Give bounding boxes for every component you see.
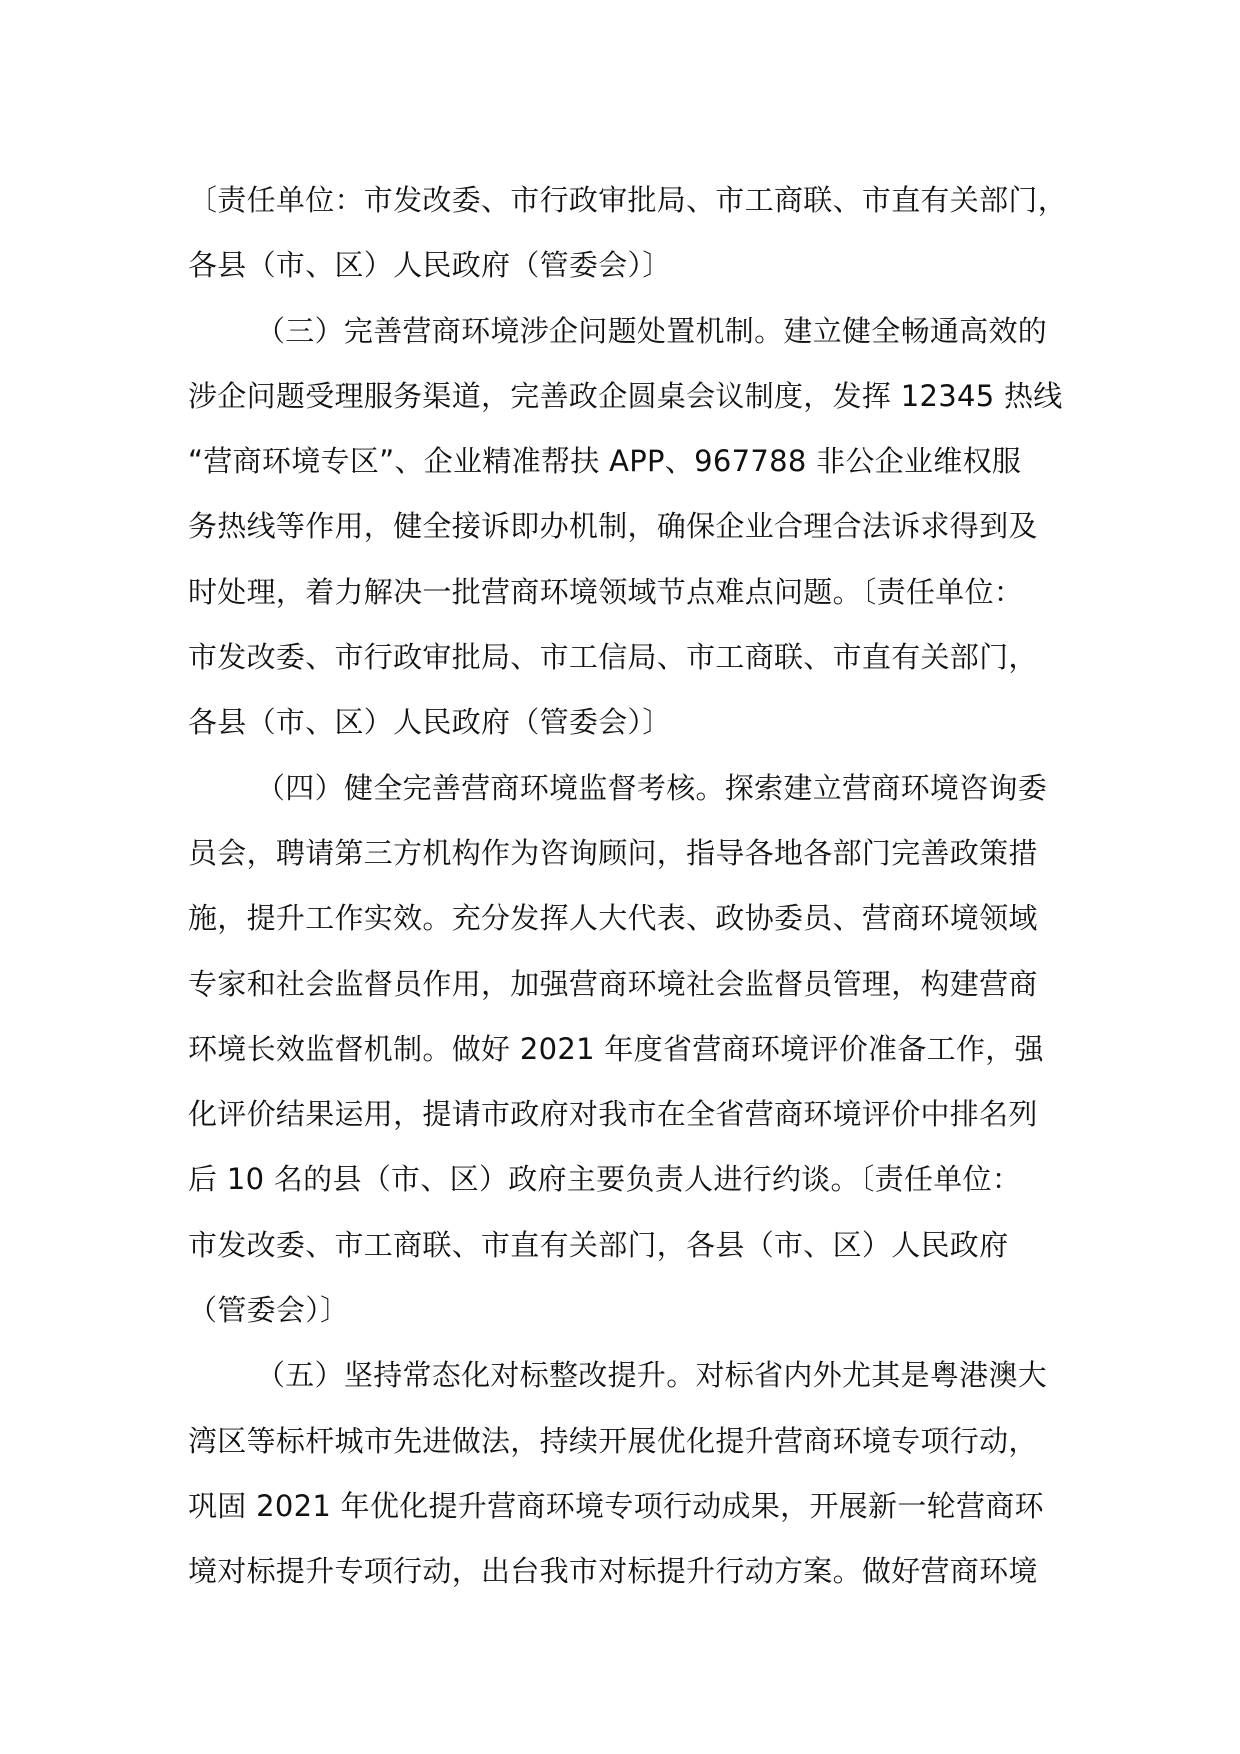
text-line: 务热线等作用，健全接诉即办机制，确保企业合理合法诉求得到及: [188, 509, 1038, 544]
section-heading-line: （五）坚持常态化对标整改提升。对标省内外尤其是粤港澳大: [256, 1358, 1048, 1393]
text-line: 化评价结果运用，提请市政府对我市在全省营商环境评价中排名列: [188, 1097, 1038, 1132]
text-line: 时处理，着力解决一批营商环境领域节点难点问题。〔责任单位：: [188, 574, 1024, 609]
text-line: 各县（市、区）人民政府（管委会）〕: [188, 705, 672, 740]
section-heading-line: （四）健全完善营商环境监督考核。探索建立营商环境咨询委: [256, 770, 1048, 805]
text-line: 境对标提升专项行动，出台我市对标提升行动方案。做好营商环境: [188, 1554, 1038, 1589]
text-line: 专家和社会监督员作用，加强营商环境社会监督员管理，构建营商: [188, 966, 1038, 1001]
text-line: 各县（市、区）人民政府（管委会）〕: [188, 248, 672, 283]
text-line: 员会，聘请第三方机构作为咨询顾问，指导各地各部门完善政策措: [188, 835, 1038, 870]
text-line: 环境长效监督机制。做好 2021 年度省营商环境评价准备工作，强: [188, 1031, 1044, 1066]
text-line: 湾区等标杆城市先进做法，持续开展优化提升营商环境专项行动，: [188, 1423, 1038, 1458]
document-body: [188, 168, 1068, 1605]
section-heading-line: （三）完善营商环境涉企问题处置机制。建立健全畅通高效的: [256, 313, 1048, 348]
text-line: 巩固 2021 年优化提升营商环境专项行动成果，开展新一轮营商环: [188, 1488, 1044, 1523]
text-line: 市发改委、市行政审批局、市工信局、市工商联、市直有关部门，: [188, 640, 1038, 675]
text-line: 后 10 名的县（市、区）政府主要负责人进行约谈。〔责任单位：: [188, 1162, 1022, 1197]
text-line: 〔责任单位：市发改委、市行政审批局、市工商联、市直有关部门，: [188, 183, 1068, 217]
text-line: 市发改委、市工商联、市直有关部门，各县（市、区）人民政府: [188, 1227, 1009, 1262]
text-line: 涉企问题受理服务渠道，完善政企圆桌会议制度，发挥 12345 热线: [188, 378, 1063, 413]
text-line: “营商环境专区”、企业精准帮扶 APP、967788 非公企业维权服: [188, 444, 1022, 479]
text-line: （管委会）〕: [188, 1293, 350, 1328]
text-line: 施，提升工作实效。充分发挥人大代表、政协委员、营商环境领域: [188, 901, 1038, 936]
